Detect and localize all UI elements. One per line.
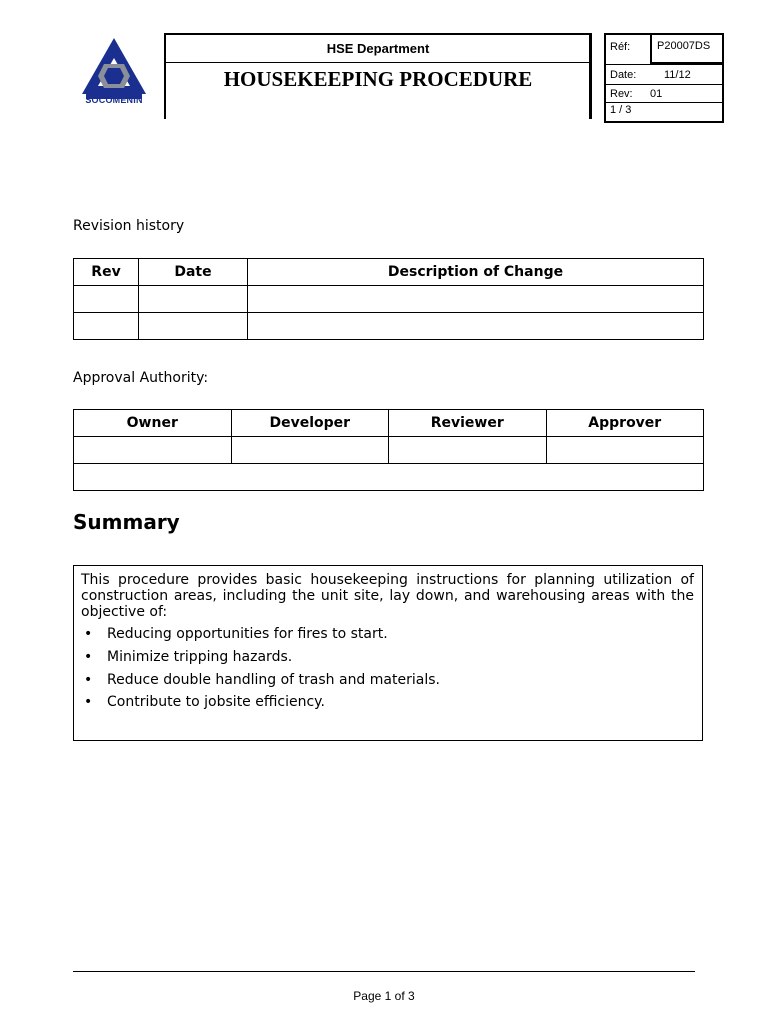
column-header-reviewer: Reviewer xyxy=(389,410,547,437)
revision-history-label: Revision history xyxy=(73,218,185,234)
department-name: HSE Department xyxy=(166,35,590,63)
table-cell xyxy=(248,286,704,313)
table-cell xyxy=(231,437,389,464)
bullet-icon: • xyxy=(84,694,93,711)
table-row xyxy=(74,437,704,464)
rev-divider xyxy=(606,102,722,103)
column-header-date: Date xyxy=(139,259,248,286)
approval-authority-label: Approval Authority: xyxy=(73,370,209,386)
list-item-text: Contribute to jobsite efficiency. xyxy=(107,694,325,711)
table-header-row xyxy=(74,410,704,437)
page-number: Page 1 of 3 xyxy=(353,989,415,1003)
rev-label: Rev: xyxy=(610,88,633,100)
bullet-icon: • xyxy=(84,648,93,665)
table-row xyxy=(74,286,704,313)
list-item xyxy=(81,694,694,710)
column-header-description: Description of Change xyxy=(248,259,704,286)
list-item xyxy=(81,626,694,642)
reference-box xyxy=(604,33,724,123)
list-item-text: Reducing opportunities for fires to start. xyxy=(107,626,388,642)
company-logo-text: SOCOMENIN xyxy=(85,95,143,105)
date-label: Date: xyxy=(610,69,637,81)
bullet-icon: • xyxy=(84,671,93,688)
table-cell xyxy=(248,313,704,340)
revision-history-table xyxy=(73,258,704,340)
ref-value: P20007DS xyxy=(657,40,711,52)
list-item xyxy=(81,649,694,665)
table-row xyxy=(74,313,704,340)
column-header-approver: Approver xyxy=(546,410,704,437)
table-cell xyxy=(74,464,704,491)
table-row xyxy=(74,464,704,491)
bullet-icon: • xyxy=(84,626,93,642)
column-header-owner: Owner xyxy=(74,410,232,437)
table-cell xyxy=(139,313,248,340)
table-cell xyxy=(389,437,547,464)
document-title: HOUSEKEEPING PROCEDURE xyxy=(223,66,533,91)
table-cell xyxy=(546,437,704,464)
summary-heading: Summary xyxy=(73,510,180,534)
footer-divider xyxy=(73,971,695,972)
table-cell xyxy=(74,286,139,313)
approval-table xyxy=(73,409,704,491)
list-item-text: Minimize tripping hazards. xyxy=(107,648,293,665)
rev-value: 01 xyxy=(650,88,663,100)
summary-intro: This procedure provides basic housekeeping instructions for planning utilization of construction areas, including the unit site, lay down, and warehousing areas with the objective of: xyxy=(81,572,694,620)
table-cell xyxy=(74,437,232,464)
date-divider xyxy=(606,84,722,85)
ref-divider xyxy=(606,64,722,65)
ref-value-box xyxy=(650,34,722,64)
list-item xyxy=(81,672,694,688)
summary-box xyxy=(73,565,703,741)
column-header-developer: Developer xyxy=(231,410,389,437)
table-cell xyxy=(139,286,248,313)
column-header-rev: Rev xyxy=(74,259,139,286)
summary-list xyxy=(81,626,694,710)
table-cell xyxy=(74,313,139,340)
ref-label: Réf: xyxy=(610,41,631,53)
list-item-text: Reduce double handling of trash and materials. xyxy=(107,671,440,688)
date-value: 11/12 xyxy=(664,69,691,81)
page-fraction: 1 / 3 xyxy=(610,104,632,116)
table-header-row xyxy=(74,259,704,286)
